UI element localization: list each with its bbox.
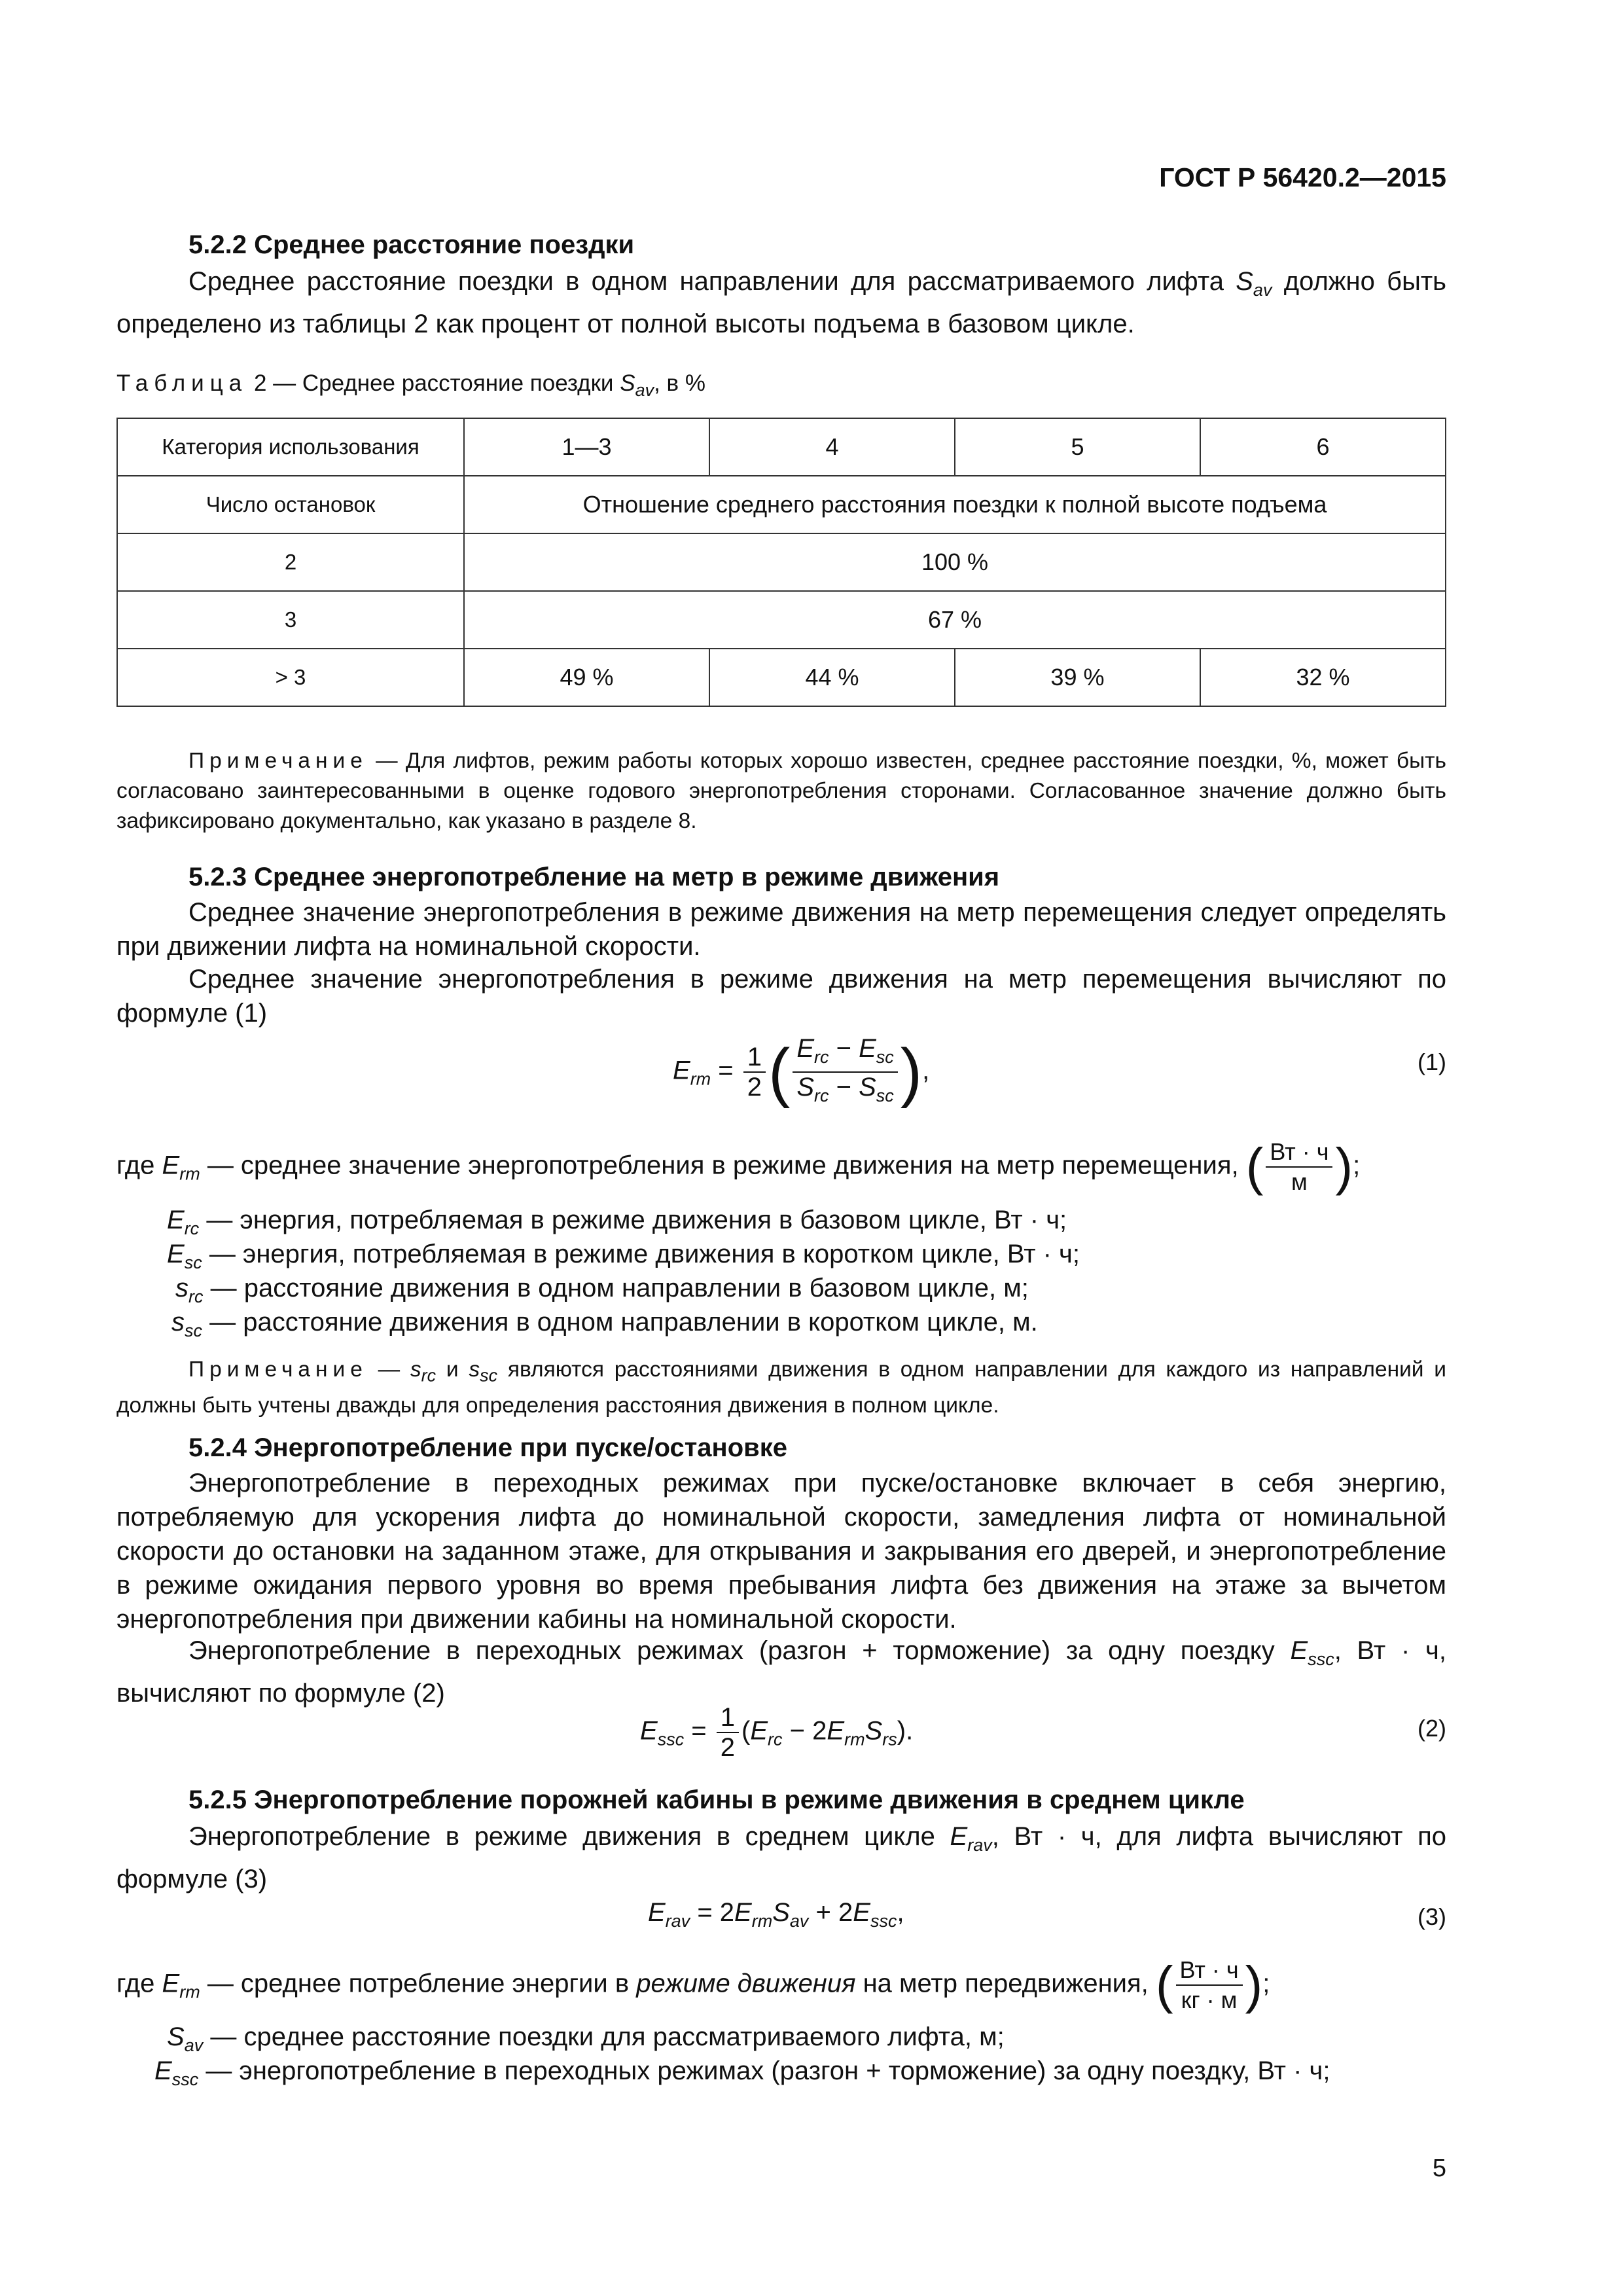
note-2: Примечание — $s_{rc}$ и $s_{sc}$ являются расстояниями движения в одном направлении для каждого из направлений и должны быть учтены дважды для определения расстояния движения в полном цикле. [116,1357,1446,1418]
formula-3: $E_{rav} = 2E_{rm}S_{av} + 2E_{ssc}$, [648,1898,904,1931]
definition-erm: где $E_{rm}$ — среднее значение энергопотребления в режиме движения на метр перемещения, ( $\frac{Вт \cdot ч}{м}$ ); [116,1138,1361,1196]
formula-3-number: (3) [1418,1903,1446,1930]
table-cell: 6 [1200,418,1446,476]
section-5-2-3-paragraph-2: Среднее значение энергопотребления в режиме движения на метр перемещения вычисляют по формуле (1) [116,965,1446,1028]
formula-2-number: (2) [1418,1715,1446,1742]
formula-1-number: (1) [1418,1049,1446,1075]
table-cell: 32 % [1200,649,1446,706]
table-row [117,591,1446,649]
formula-2: $E_{ssc}$ = $\frac{1}{2}$ $(E_{rc} - 2E_{rm}S_{rs})$. [640,1703,914,1762]
definition-erm-2: где $E_{rm}$ — среднее потребление энергии в режиме движения на метр передвижения, ( $\frac{Вт \cdot ч}{кг \cdot м}$ ); [116,1956,1270,2014]
section-5-2-3-heading: 5.2.3 Среднее энергопотребление на метр в режиме движения [188,863,1000,891]
table-row [117,418,1446,476]
section-5-2-4-paragraph-2: Энергопотребление в переходных режимах (разгон + торможение) за одну поездку $E_{ssc}$, Вт · ч, вычисляют по формуле (2) [116,1636,1446,1708]
section-5-2-5-heading: 5.2.5 Энергопотребление порожней кабины в режиме движения в среднем цикле [188,1785,1245,1814]
table-cell: 67 % [464,591,1446,649]
table-cell: > 3 [117,649,464,706]
table-row [117,533,1446,591]
table-cell: 3 [117,591,464,649]
section-5-2-4-heading: 5.2.4 Энергопотребление при пуске/остановке [188,1433,787,1462]
table-cell: 49 % [464,649,709,706]
table-cell: 39 % [955,649,1200,706]
section-5-2-2-heading: 5.2.2 Среднее расстояние поездки [188,230,635,259]
table-cell: Категория использования [117,418,464,476]
table-2-caption: Таблица 2 — Среднее расстояние поездки $S_{av}$, в % [116,370,705,400]
table-cell: 5 [955,418,1200,476]
page-number: 5 [1432,2155,1446,2182]
table-row [117,476,1446,533]
table-cell: 100 % [464,533,1446,591]
table-cell: 2 [117,533,464,591]
table-cell: 1—3 [464,418,709,476]
section-5-2-2-paragraph: Среднее расстояние поездки в одном направлении для рассматриваемого лифта $S_{av}$ должно быть определено из таблицы 2 как процент от полной высоты подъема в базовом цикле. [116,267,1446,338]
document-id-header: ГОСТ Р 56420.2—2015 [1159,162,1446,192]
definition-esc: $E_{sc}$ — энергия, потребляемая в режиме движения в коротком цикле, Вт · ч; [167,1240,1080,1272]
definition-essc: $E_{ssc}$ — энергопотребление в переходных режимах (разгон + торможение) за одну поездку, Вт · ч; [154,2056,1330,2089]
table-row [117,649,1446,706]
definition-ssc: $s_{sc}$ — расстояние движения в одном направлении в коротком цикле, м. [171,1308,1038,1340]
definition-sav: $S_{av}$ — среднее расстояние поездки для рассматриваемого лифта, м; [167,2022,1005,2055]
definition-erc: $E_{rc}$ — энергия, потребляемая в режиме движения в базовом цикле, Вт · ч; [167,1206,1067,1238]
formula-1: $E_{rm}$ = $\frac{1}{2}$ ( $\frac{E_{rc} - E_{sc}}{S_{rc} - S_{sc}}$ ), [673,1034,930,1109]
table-cell: Отношение среднего расстояния поездки к полной высоте подъема [464,476,1446,533]
table-cell: Число остановок [117,476,464,533]
table-cell: 44 % [709,649,955,706]
note-1: Примечание — Для лифтов, режим работы которых хорошо известен, среднее расстояние поездки, %, может быть согласовано заинтересованными в оценке годового энергопотребления сторонами. Согласованное значение должно быть зафиксировано документально, как указано в разделе 8. [116,749,1446,833]
section-5-2-5-paragraph: Энергопотребление в режиме движения в среднем цикле $E_{rav}$, Вт · ч, для лифта вычисляют по формуле (3) [116,1822,1446,1893]
section-5-2-3-paragraph-1: Среднее значение энергопотребления в режиме движения на метр перемещения следует определять при движении лифта на номинальной скорости. [116,898,1446,961]
table-2 [116,418,1446,707]
table-cell: 4 [709,418,955,476]
definition-src: $s_{rc}$ — расстояние движения в одном направлении в базовом цикле, м; [175,1274,1029,1306]
section-5-2-4-paragraph-1: Энергопотребление в переходных режимах при пуске/остановке включает в себя энергию, потребляемую для ускорения лифта до номинальной скорости, замедления лифта от номинальной скорости до остановки на заданном этаже, для открывания и закрывания его дверей, и энергопотребление в режиме ожидания первого уровня во время пребывания лифта без движения на этаже за вычетом энергопотребления при движении кабины на номинальной скорости. [116,1469,1446,1634]
